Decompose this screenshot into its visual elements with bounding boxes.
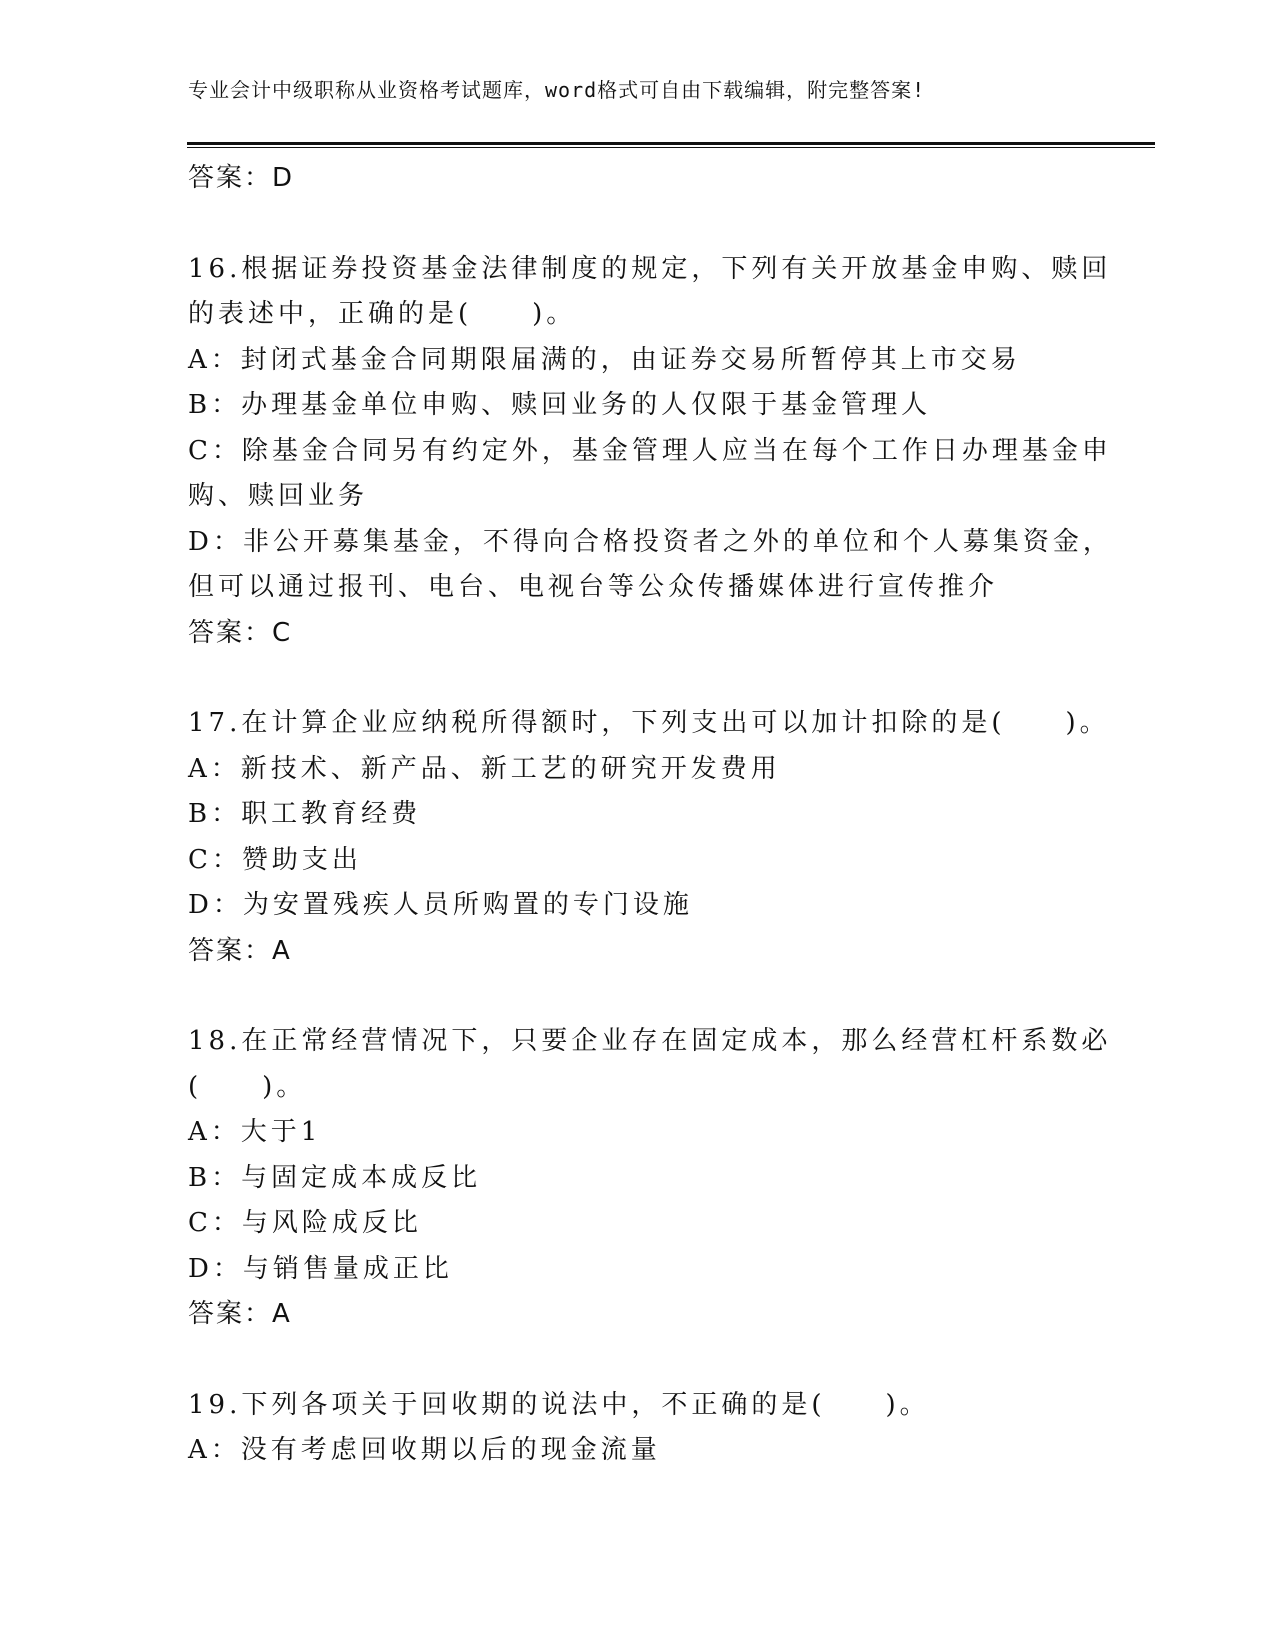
spacer xyxy=(188,1338,1088,1383)
spacer xyxy=(188,974,1088,1019)
question-block xyxy=(188,1019,1112,1338)
option-line: B：职工教育经费 xyxy=(188,799,422,829)
answer-line: 答案：C xyxy=(188,617,293,648)
option-line: D：非公开募集基金，不得向合格投资者之外的单位和个人募集资金， xyxy=(188,526,1113,557)
document-body xyxy=(188,156,1113,1474)
option-line: A：新技术、新产品、新工艺的研究开发费用 xyxy=(188,753,781,784)
question-stem-line: 17.在计算企业应纳税所得额时，下列支出可以加计扣除的是( )。 xyxy=(188,708,1110,738)
question-list xyxy=(188,247,1113,1474)
option-line: A：没有考虑回收期以后的现金流量 xyxy=(188,1435,661,1465)
answer-line: 答案：A xyxy=(188,1299,292,1329)
question-block xyxy=(188,1383,1088,1474)
option-line: D：与销售量成正比 xyxy=(188,1253,453,1284)
option-line: C：赞助支出 xyxy=(188,844,362,875)
page-header: 专业会计中级职称从业资格考试题库，word格式可自由下载编辑，附完整答案! xyxy=(188,78,926,102)
option-line: C：与风险成反比 xyxy=(188,1208,422,1238)
question-block xyxy=(188,701,1110,974)
spacer xyxy=(188,202,1088,247)
option-line: D：为安置残疾人员所购置的专门设施 xyxy=(188,890,693,920)
option-line: 购、赎回业务 xyxy=(188,481,369,511)
answer-line: 答案：D xyxy=(188,163,295,193)
option-line: A：大于1 xyxy=(188,1117,322,1147)
spacer xyxy=(188,656,1088,701)
question-stem-line: 的表述中，正确的是( )。 xyxy=(188,299,577,329)
question-stem-line: ( )。 xyxy=(188,1071,307,1102)
option-line: 但可以通过报刊、电台、电视台等公众传播媒体进行宣传推介 xyxy=(188,572,999,602)
answer-line: 答案：A xyxy=(188,935,292,966)
question-stem-line: 19.下列各项关于回收期的说法中，不正确的是( )。 xyxy=(188,1389,930,1420)
option-line: C：除基金合同另有约定外，基金管理人应当在每个工作日办理基金申 xyxy=(188,435,1112,466)
option-line: A：封闭式基金合同期限届满的，由证券交易所暂停其上市交易 xyxy=(188,344,1021,375)
question-stem-line: 18.在正常经营情况下，只要企业存在固定成本，那么经营杠杆系数必 xyxy=(188,1026,1112,1056)
option-line: B：与固定成本成反比 xyxy=(188,1162,482,1193)
question-block xyxy=(188,247,1113,657)
header-divider xyxy=(187,142,1155,148)
option-line: B：办理基金单位申购、赎回业务的人仅限于基金管理人 xyxy=(188,390,932,420)
question-stem-line: 16.根据证券投资基金法律制度的规定，下列有关开放基金申购、赎回 xyxy=(188,253,1112,284)
